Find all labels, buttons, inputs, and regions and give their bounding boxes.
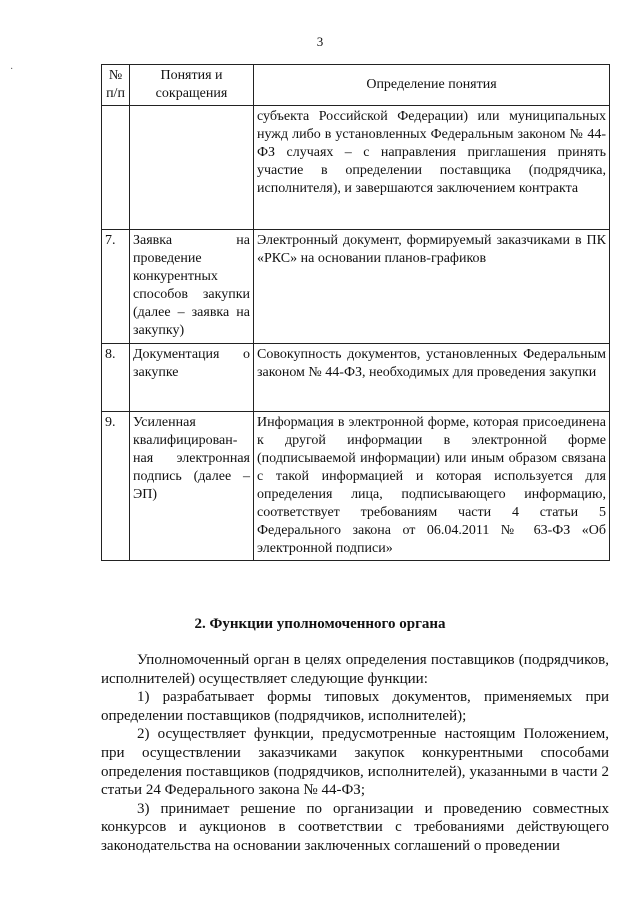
table-header-row	[102, 65, 610, 106]
section-intro: Уполномоченный орган в целях определения поставщиков (подрядчиков, исполнителей) осуществляет следующие функции:	[101, 652, 609, 687]
row-num: 9.	[102, 412, 130, 561]
row-term: Заявка на проведение конкурентных способов закупки (далее – заявка на закупку)	[130, 230, 254, 344]
header-definition: Определение понятия	[254, 65, 610, 106]
margin-mark: ·	[10, 64, 14, 75]
row-term	[130, 106, 254, 230]
row-num: 7.	[102, 230, 130, 344]
table-row	[102, 344, 610, 412]
row-definition: Электронный документ, формируемый заказчиками в ПК «РКС» на основании планов-графиков	[254, 230, 610, 344]
row-term: Усиленная квалифицирован-ная электронная подпись (далее – ЭП)	[130, 412, 254, 561]
row-term: Документация о закупке	[130, 344, 254, 412]
page-number: 3	[316, 34, 324, 49]
row-num: 8.	[102, 344, 130, 412]
header-term: Понятия и сокращения	[130, 65, 254, 106]
function-item: 2) осуществляет функции, предусмотренные настоящим Положением, при осуществлении заказчиками закупок конкурентными способами определения поставщиков (подрядчиков, исполнителей), указанными в части 2 статьи 24 Федерального закона № 44-ФЗ;	[101, 726, 609, 799]
function-item: 1) разрабатывает формы типовых документов, применяемых при определении поставщиков (подрядчиков, исполнителей);	[101, 689, 609, 724]
definitions-table	[101, 64, 610, 561]
section-title: 2. Функции уполномоченного органа	[194, 616, 446, 632]
table-row	[102, 230, 610, 344]
row-definition: субъекта Российской Федерации) или муниципальных нужд либо в установленных Федеральным законом № 44-ФЗ случаях – с направления приглашения принять участие в определении поставщика (подрядчика, исполнителя), и завершаются заключением контракта	[254, 106, 610, 230]
header-num: № п/п	[102, 65, 130, 106]
table-row	[102, 106, 610, 230]
row-definition: Совокупность документов, установленных Федеральным законом № 44-ФЗ, необходимых для проведения закупки	[254, 344, 610, 412]
row-num	[102, 106, 130, 230]
row-definition: Информация в электронной форме, которая присоединена к другой информации в электронной форме (подписываемой информации) или иным образом связана с такой информацией и которая используется для определения лица, подписывающего информацию, соответствует требованиям части 4 статьи 5 Федерального закона от 06.04.2011 № 63-ФЗ «Об электронной подписи»	[254, 412, 610, 561]
function-item: 3) принимает решение по организации и проведению совместных конкурсов и аукционов в соответствии с требованиями действующего законодательства на основании заключенных соглашений о проведении	[101, 800, 609, 854]
section-body	[101, 651, 609, 856]
table-row	[102, 412, 610, 561]
